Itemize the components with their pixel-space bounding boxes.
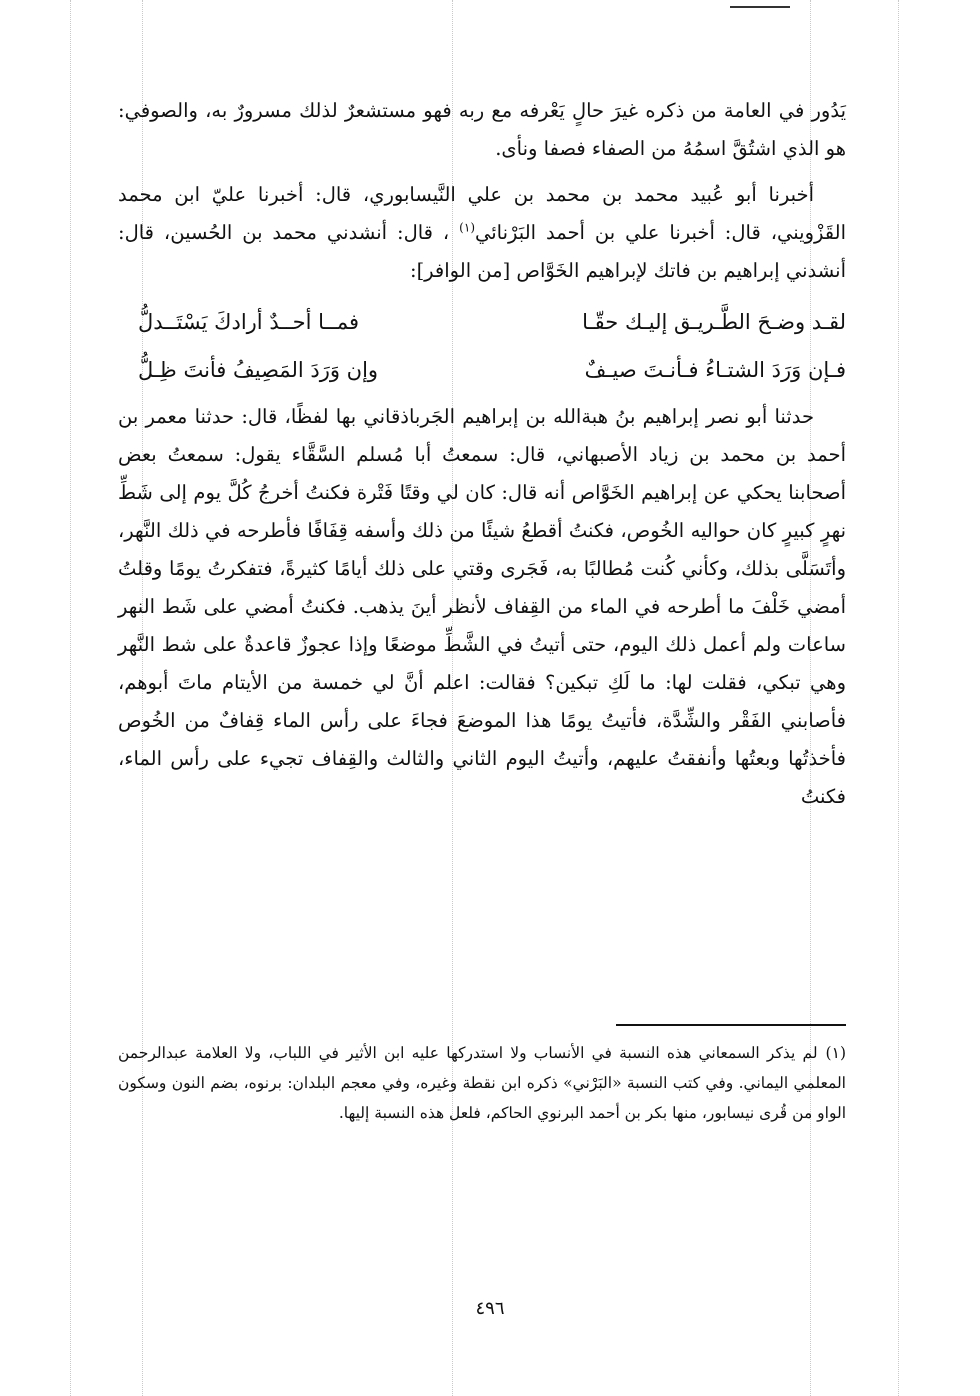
verse-first-hemistich: لقـد وضـحَ الطَّـريـق إليـك حقّـا bbox=[582, 310, 846, 334]
verse-line bbox=[118, 298, 846, 346]
verse-line bbox=[118, 346, 846, 394]
paragraph-isnad-khawwas bbox=[118, 176, 846, 290]
isnad-text-end: ، قال: أنشدني محمد بن الحُسين، قال: أنشدني إبراهيم بن فاتك لإبراهيم الخَوَّاص [من الوافر]: bbox=[118, 221, 846, 282]
isnad-text-start: أخبرنا أبو عُبيد محمد بن محمد بن علي النَّيسابوري، قال: أخبرنا عليّ ابن محمد القَزْويني، قال: أخبرنا علي بن أحمد البَرْنائي bbox=[118, 183, 846, 244]
page-body bbox=[118, 92, 846, 824]
verse-second-hemistich: وإن وَرَدَ المَصِيفُ فأنتَ ظِـلُّ bbox=[138, 358, 379, 382]
footnotes bbox=[118, 1038, 846, 1128]
paragraph-sufi-definition: يَدُور في العامة من ذكره غيرَ حالٍ يَعْرفه مع ربه فهو مستشعرٌ لذلك مسرورٌ به، والصوفي: هو الذي اشتُقَّ اسمُهُ من الصفاء فصفا ونأى. bbox=[118, 99, 846, 160]
poem-verses bbox=[118, 298, 846, 394]
footnote-reference[interactable]: (١) bbox=[459, 220, 475, 235]
footnote-marker: (١) bbox=[825, 1044, 846, 1062]
verse-second-hemistich: فمــا أحــدٌ أرادكَ يَسْتَــدلُّ bbox=[138, 310, 360, 334]
scan-top-mark bbox=[730, 6, 790, 8]
page-number: ٤٩٦ bbox=[475, 1298, 505, 1319]
verse-first-hemistich: فـإن وَرَدَ الشتـاءُ فـأنـتَ صيـفٌ bbox=[584, 358, 846, 382]
paragraph-khawwas-story: حدثنا أبو نصر إبراهيم بنُ هبةالله بن إبراهيم الجَرباذقاني بها لفظًا، قال: حدثنا معمر بن أحمد بن محمد بن زياد الأصبهاني، قال: سمعتُ أبا مُسلم السَّقَّاء يقول: سمعتُ بعض أصحابنا يحكي عن إبراهيم الخَوَّاص أنه قال: كان لي وقتًا فَتْرة فكنتُ أخرجُ كُلَّ يوم إلى شَطِّ نهرٍ كبيرٍ كان حواليه الخُوص، فكنتُ أقطعُ شيئًا من ذلك وأسفه قِفَافًا فأطرحه في ذلك النَّهر، وأتَسَلَّى بذلك، وكأني كُنت مُطالبًا به، فَجَرى وقتي على ذلك أيامًا كثيرةً، فتفكرتُ يومًا وقلتُ أمضي خَلْفَ ما أطرحه في الماء من القِفاف لأنظر أينَ يذهب. فكنتُ أمضي على شَط النهر ساعات ولم أعمل ذلك اليوم، حتى أتيتُ في الشَّطِّ موضعًا وإذا عجوزٌ قاعدةٌ على شط النَّهر وهي تبكي، فقلت لها: ما لَكِ تبكين؟ فقالت: اعلم أنَّ لي خمسة من الأيتام ماتَ أبوهم، فأصابني الفَقْر والشِّدَّة، فأتيتُ يومًا هذا الموضعَ فجاءَ على رأس الماء قِفافٌ من الخُوص فأخذتُها وبعتُها وأنفقتُ عليهم، وأتيتُ اليوم الثاني والثالث والقِفاف تجيء على رأس الماء، فكنتُ bbox=[118, 405, 846, 808]
footnote-text: لم يذكر السمعاني هذه النسبة في الأنساب ولا استدركها عليه ابن الأثير في اللباب، ولا العلامة عبدالرحمن المعلمي اليماني. وفي كتب النسبة «البَرْني» ذكره ابن نقطة وغيره، وفي معجم البلدان: برنوه، بضم النون وسكون الواو من قُرى نيسابور، منها بكر بن أحمد البرنوي الحاكم، فلعل هذه النسبة إليها. bbox=[118, 1044, 846, 1122]
footnote-item bbox=[118, 1038, 846, 1128]
